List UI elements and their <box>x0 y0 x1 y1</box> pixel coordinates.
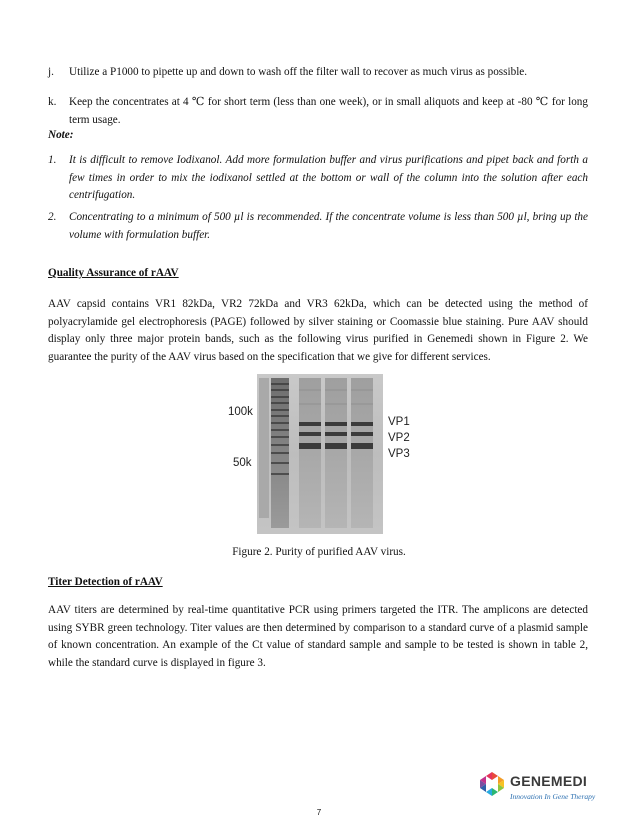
titer-heading: Titer Detection of rAAV <box>48 576 163 588</box>
note-title: Note: <box>48 129 74 141</box>
vp2-label: VP2 <box>388 432 410 444</box>
gel-lane-3 <box>351 378 373 528</box>
step-k-label: k. <box>48 96 57 108</box>
note-1-label: 1. <box>48 154 57 166</box>
qa-heading: Quality Assurance of rAAV <box>48 267 179 279</box>
note-1 <box>48 152 588 205</box>
note-2-label: 2. <box>48 211 57 223</box>
step-k <box>48 94 588 129</box>
genemedi-logo <box>476 770 616 810</box>
step-j-text: Utilize a P1000 to pipette up and down to wash off the filter wall to recover as much virus as possible. <box>69 66 528 78</box>
logo-tagline: Innovation In Gene Therapy <box>510 792 596 801</box>
vp1-label: VP1 <box>388 416 410 428</box>
step-k-text: Keep the concentrates at 4 ℃ for short term (less than one week), or in small aliquots and keep at -80 ℃ for long term usage. <box>69 96 588 126</box>
titer-body: AAV titers are determined by real-time quantitative PCR using primers targeted the ITR. The amplicons are detected using SYBR green technology. Titer values are then determined by comparison to a standard curve of a plasmid sample of known concentration. An example of the Ct value of standard sample and sample to be tested is shown in table 2, while the standard curve is displayed in figure 3. <box>48 604 588 669</box>
marker-50k-label: 50k <box>233 457 252 469</box>
gel-lane-marker-left <box>259 378 269 518</box>
note-1-text: It is difficult to remove Iodixanol. Add more formulation buffer and virus purifications and pipet back and forth a few times in order to mix the iodixanol settled at the bottom or wall of the column into the solution after each centrifugation. <box>69 154 588 201</box>
page-number: 7 <box>316 808 322 817</box>
note-2 <box>48 209 588 244</box>
step-j <box>48 64 588 82</box>
step-j-label: j. <box>48 66 54 78</box>
gel-lane-2 <box>325 378 347 528</box>
vp3-label: VP3 <box>388 448 410 460</box>
qa-body: AAV capsid contains VR1 82kDa, VR2 72kDa and VR3 62kDa, which can be detected using the method of polyacrylamide gel electrophoresis (PAGE) followed by silver staining or Coomassie blue staining. Pure AAV should display only three major protein bands, such as the following virus purified in Genemedi shown in Figure 2. We guarantee the purity of the AAV virus based on the specification that we give for different services. <box>48 298 588 363</box>
logo-name: GENEMEDI <box>510 773 588 789</box>
note-2-text: Concentrating to a minimum of 500 µl is recommended. If the concentrate volume is less than 500 µl, bring up the volume with formulation buffer. <box>69 211 588 241</box>
marker-100k-label: 100k <box>228 406 253 418</box>
figure-caption: Figure 2. Purity of purified AAV virus. <box>232 546 406 558</box>
gel-figure <box>225 370 425 535</box>
genemedi-logo-mark-icon <box>476 770 508 802</box>
gel-lane-1 <box>299 378 321 528</box>
